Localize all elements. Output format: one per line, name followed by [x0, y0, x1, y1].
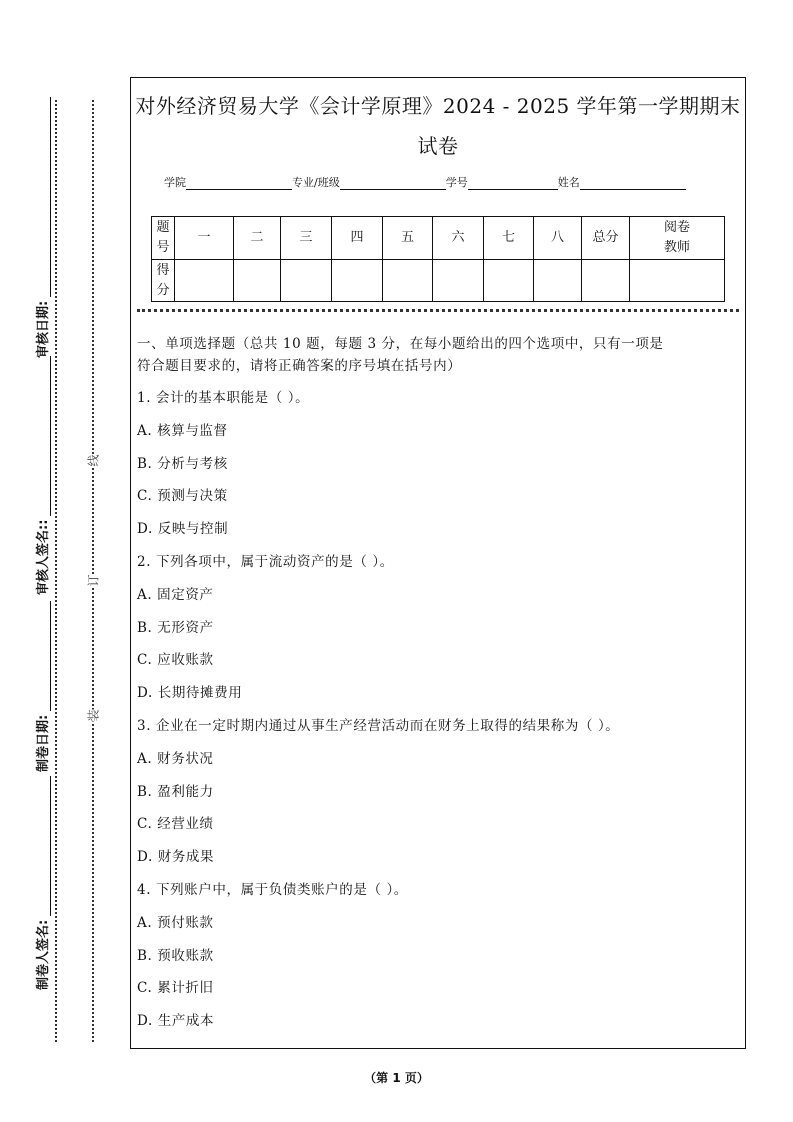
review-date-underline	[49, 97, 51, 297]
score-cell[interactable]	[175, 260, 234, 302]
column-header: 三	[281, 217, 332, 260]
college-field[interactable]	[186, 177, 292, 190]
answer-option: C. 预测与决策	[137, 488, 228, 505]
college-label: 学院	[164, 176, 186, 189]
prepare-date-underline	[49, 601, 51, 711]
answer-option: D. 反映与控制	[137, 521, 229, 538]
score-cell[interactable]	[234, 260, 281, 302]
score-table-header-row	[152, 217, 725, 260]
reviewer-signature-label: 审核人签名::	[36, 519, 51, 595]
header-cell	[152, 260, 175, 302]
column-header: 七	[484, 217, 534, 260]
major-field[interactable]	[340, 177, 446, 190]
preparer-signature-underline	[49, 776, 51, 916]
header-text: 题	[156, 220, 170, 235]
header-text: 分	[156, 282, 170, 298]
answer-option: D. 长期待摊费用	[137, 685, 243, 702]
section-instructions: 一、单项选择题（总共 10 题，每题 3 分，在每小题给出的四个选项中，只有一项是	[137, 336, 664, 352]
prepare-date-label: 制卷日期:	[36, 714, 51, 772]
question-stem: 3. 企业在一定时期内通过从事生产经营活动而在财务上取得的结果称为（ ）。	[137, 718, 620, 734]
column-header: 总分	[582, 217, 630, 260]
question-stem: 4. 下列账户中，属于负债类账户的是（ ）。	[137, 882, 408, 898]
answer-option: D. 生产成本	[137, 1013, 215, 1030]
answer-option: A. 财务状况	[137, 750, 214, 767]
exam-content-box	[130, 77, 746, 1049]
name-field[interactable]	[580, 177, 686, 190]
student-id-field[interactable]	[468, 177, 558, 190]
question-stem: 1. 会计的基本职能是（ ）。	[137, 390, 310, 406]
answer-option: A. 核算与监督	[137, 422, 228, 439]
prepare-date-field	[32, 601, 51, 772]
score-cell[interactable]	[582, 260, 630, 302]
answer-option: C. 经营业绩	[137, 816, 214, 833]
preparer-signature-label: 制卷人签名:	[36, 919, 51, 990]
reviewer-signature-field	[32, 356, 51, 595]
student-info-row	[164, 174, 686, 190]
answer-option: B. 预收账款	[137, 947, 214, 964]
name-label: 姓名	[557, 176, 580, 189]
mark-line: 线	[86, 454, 101, 467]
section-divider	[137, 309, 739, 312]
answer-option: D. 财务成果	[137, 849, 215, 866]
header-text: 教师	[663, 240, 690, 255]
reviewer-signature-underline	[49, 356, 51, 516]
score-cell[interactable]	[433, 260, 484, 302]
answer-option: C. 应收账款	[137, 652, 214, 669]
answer-option: B. 盈利能力	[137, 783, 214, 800]
review-date-label: 审核日期:	[36, 300, 51, 358]
column-header: 五	[383, 217, 433, 260]
section-instructions-line2: 符合题目要求的，请将正确答案的序号填在括号内）	[137, 358, 462, 374]
column-header: 八	[534, 217, 582, 260]
header-cell	[152, 217, 175, 260]
answer-option: B. 无形资产	[137, 619, 214, 636]
answer-option: C. 累计折旧	[137, 980, 214, 997]
binding-dotted-line-outer	[55, 100, 57, 1042]
answer-option: A. 预付账款	[137, 914, 214, 931]
exam-title-line2: 试卷	[417, 134, 459, 158]
score-cell[interactable]	[630, 260, 725, 302]
column-header: 四	[332, 217, 383, 260]
score-table	[151, 216, 725, 302]
page-number: （第 1 页）	[364, 1071, 429, 1085]
mark-staple: 装	[86, 709, 101, 722]
binding-dotted-line-inner	[92, 100, 94, 1042]
column-header: 二	[234, 217, 281, 260]
column-header: 六	[433, 217, 484, 260]
major-label: 专业/班级	[292, 176, 340, 189]
score-cell[interactable]	[332, 260, 383, 302]
grader-header	[630, 217, 725, 260]
mark-bind: 订	[86, 574, 101, 587]
score-cell[interactable]	[484, 260, 534, 302]
answer-option: A. 固定资产	[137, 586, 214, 603]
column-header: 一	[175, 217, 234, 260]
student-id-label: 学号	[445, 176, 468, 189]
header-text: 阅卷	[663, 220, 690, 235]
score-cell[interactable]	[383, 260, 433, 302]
header-text: 得	[156, 262, 170, 278]
score-cell[interactable]	[534, 260, 582, 302]
score-cell[interactable]	[281, 260, 332, 302]
header-text: 号	[156, 240, 170, 255]
preparer-signature-field	[32, 776, 51, 990]
review-date-field	[32, 97, 51, 358]
score-row	[152, 260, 725, 302]
answer-option: B. 分析与考核	[137, 455, 228, 472]
exam-title: 对外经济贸易大学《会计学原理》2024 - 2025 学年第一学期期末	[135, 94, 741, 118]
question-stem: 2. 下列各项中，属于流动资产的是（ ）。	[137, 554, 394, 570]
